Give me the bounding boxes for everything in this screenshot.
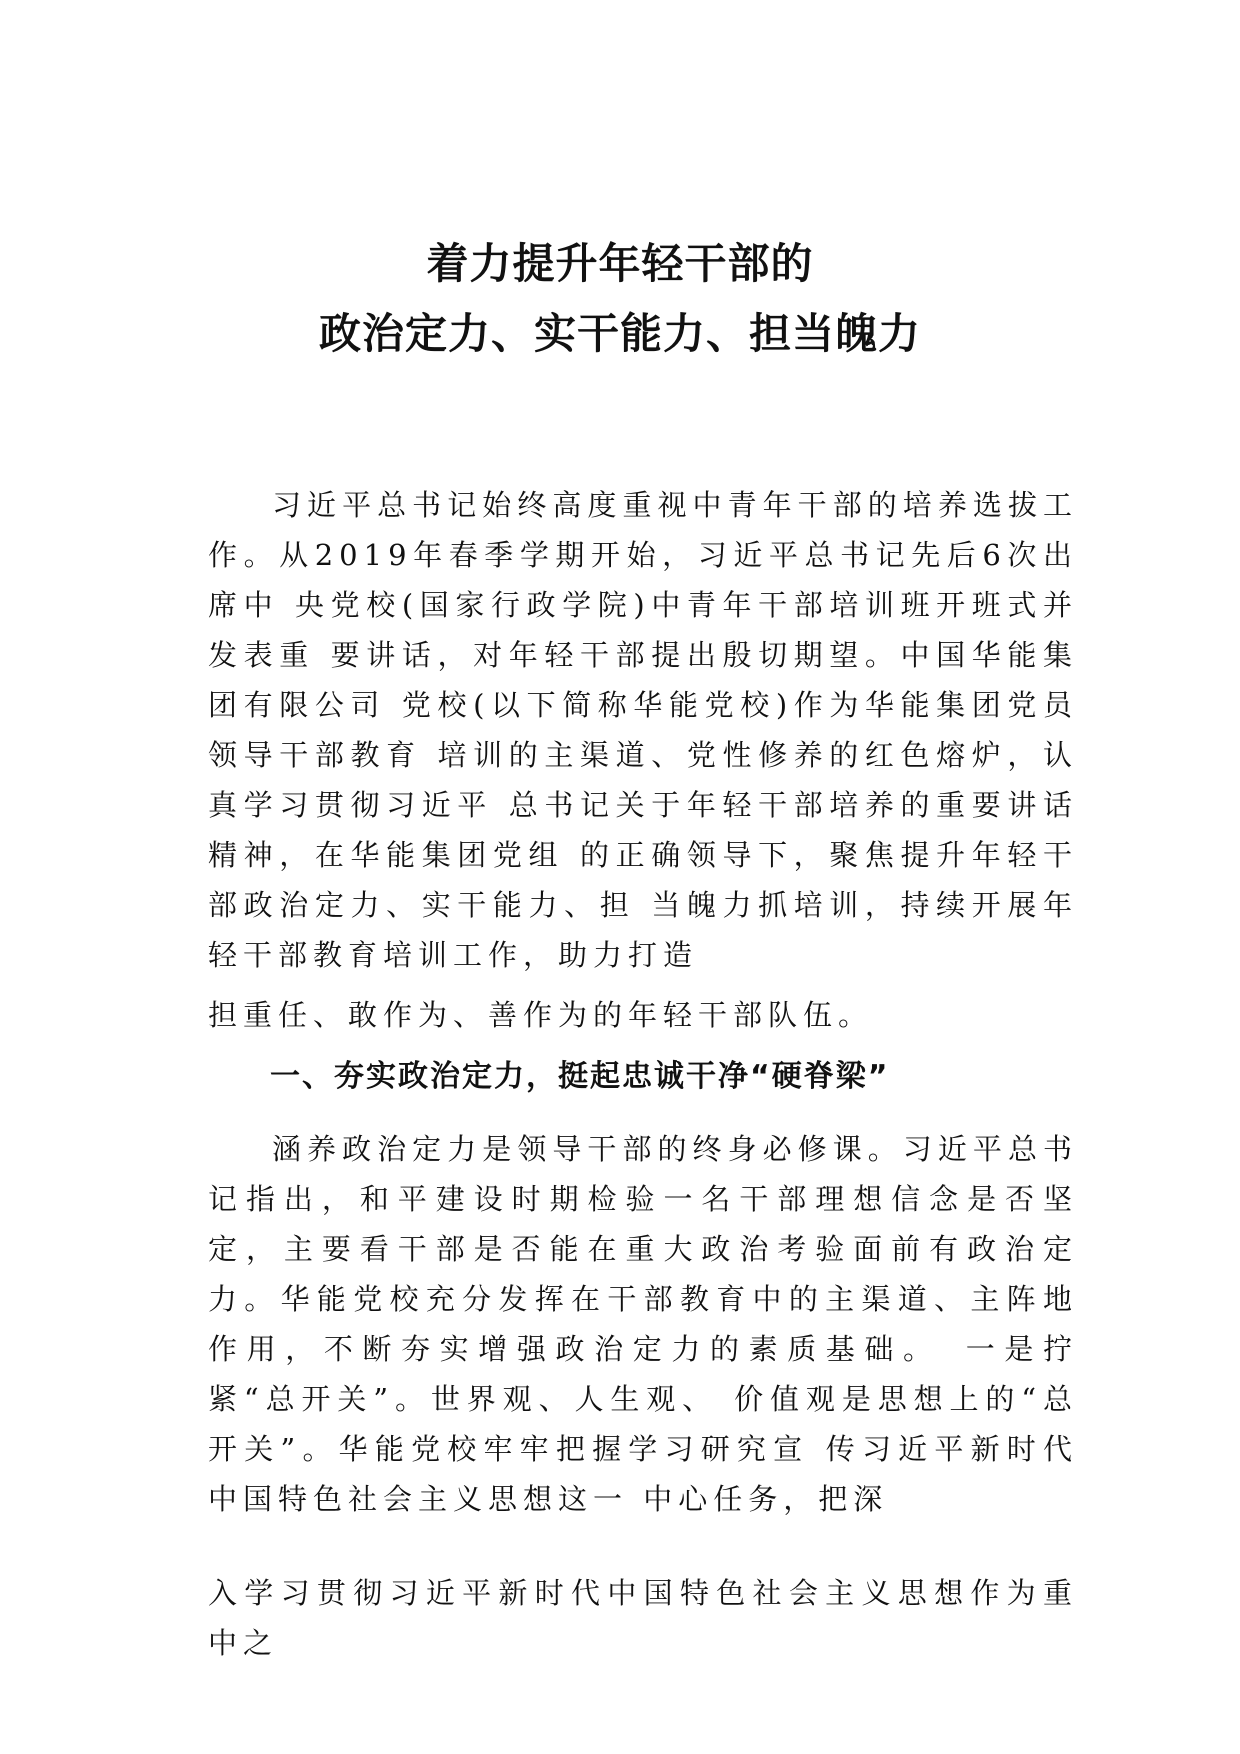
body-paragraph-2: 涵养政治定力是领导干部的终身必修课。习近平总书记指出，和平建设时期检验一名干部理想信念是否坚定，主要看干部是否能在重大政治考验面前有政治定力。华能党校充分发挥在干部教育中的主渠道、主阵地作用，不断夯实增强政治定力的素质基础。 一是拧紧“总开关”。世界观、人生观、 价值观是思想上的“总开关”。华能党校牢牢把握学习研究宣 传习近平新时代中国特色社会主义思想这一 中心任务，把深	[208, 1132, 1078, 1516]
body-paragraph-1-continuation: 担重任、敢作为、善作为的年轻干部队伍。	[208, 998, 874, 1032]
body-paragraph-2-continuation: 入学习贯彻习近平新时代中国特色社会主义思想作为重中之	[208, 1576, 1078, 1660]
document-title-line-2: 政治定力、实干能力、担当魄力	[318, 309, 921, 358]
body-paragraph-1: 习近平总书记始终高度重视中青年干部的培养选拔工作。从2019年春季学期开始，习近平总书记先后6次出席中 央党校(国家行政学院)中青年干部培训班开班式并发表重 要讲话，对年轻干部提出殷切期望。中国华能集团有限公司 党校(以下简称华能党校)作为华能集团党员领导干部教育 培训的主渠道、党性修养的红色熔炉，认真学习贯彻习近平 总书记关于年轻干部培养的重要讲话精神，在华能集团党组 的正确领导下，聚焦提升年轻干部政治定力、实干能力、担 当魄力抓培训，持续开展年轻干部教育培训工作，助力打造	[208, 488, 1078, 972]
document-title-line-1: 着力提升年轻干部的	[426, 239, 814, 288]
section-heading-1: 一、夯实政治定力，挺起忠诚干净“硬脊梁”	[270, 1059, 890, 1094]
